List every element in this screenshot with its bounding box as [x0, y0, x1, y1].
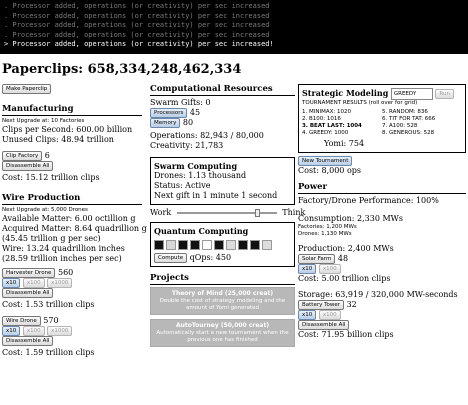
battery-x10-button[interactable]: x10: [298, 310, 316, 320]
wire-next-upgrade: Next Upgrade at: 5,000 Drones: [2, 207, 88, 213]
available-matter: Available Matter: 6.00 octillion g: [2, 214, 136, 223]
right-column: [298, 84, 466, 340]
quantum-chip: [154, 240, 164, 250]
result-entry: 1. MINIMAX: 1020: [302, 109, 351, 115]
console-line: . Processor added, operations (or creativity) per sec increased: [4, 11, 270, 20]
tournament-results: [302, 109, 462, 137]
wire-drone-cost: Cost: 1.59 trillion clips: [2, 348, 95, 357]
strategic-heading: Strategic Modeling: [302, 88, 389, 98]
swarm-gifts: Swarm Gifts: 0: [150, 98, 211, 107]
memory-count: 80: [182, 118, 194, 127]
quantum-computing-panel: [150, 222, 295, 267]
result-entry: 2. B100: 1016: [302, 116, 341, 122]
harvester-cost: Cost: 1.53 trillion clips: [2, 300, 95, 309]
clip-factory-cost: Cost: 15.12 trillion clips: [2, 173, 100, 182]
processors-count: 45: [189, 108, 201, 117]
quantum-chip: [262, 240, 272, 250]
console-log: [0, 0, 468, 54]
power-consumption: Consumption: 2,330 MWs: [298, 214, 403, 223]
wire-drone-disassemble-button[interactable]: Disassemble All: [2, 336, 53, 346]
result-entry: 7. A100: 528: [382, 123, 418, 129]
result-entry: 5. RANDOM: 836: [382, 109, 428, 115]
battery-tower-cost: Cost: 71.95 billion clips: [298, 330, 394, 339]
clips-per-second: Clips per Second: 600.00 billion: [2, 125, 133, 134]
console-line-latest: > Processor added, operations (or creativity) per sec increased!: [4, 40, 274, 48]
power-heading: Power: [298, 182, 466, 194]
project-title: Theory of Mind (25,000 creat): [171, 290, 274, 297]
harvester-x100-button[interactable]: x100: [23, 278, 45, 288]
middle-column: [150, 84, 306, 351]
slider-thumb[interactable]: [255, 209, 260, 217]
think-label: Think: [282, 208, 306, 217]
quantum-chip: [178, 240, 188, 250]
result-entry: 8. GENEROUS: 528: [382, 130, 435, 136]
swarm-status: Status: Active: [154, 181, 211, 190]
harvester-x1000-button[interactable]: x1000: [47, 278, 72, 288]
computational-heading: Computational Resources: [150, 84, 295, 96]
harvester-disassemble-button[interactable]: Disassemble All: [2, 288, 53, 298]
quantum-chips: [154, 240, 291, 250]
battery-tower-button[interactable]: Battery Tower: [298, 300, 344, 310]
result-entry: 6. TIT FOR TAT: 666: [382, 116, 436, 122]
quantum-chip: [226, 240, 236, 250]
creativity: Creativity: 21,783: [150, 141, 224, 150]
quantum-chip: [250, 240, 260, 250]
wire-production-heading: Wire Production: [2, 193, 142, 205]
power-production: Production: 2,400 MWs: [298, 244, 394, 253]
wire-amount: Wire: 13.24 quadrillion inches: [2, 244, 125, 253]
swarm-heading: Swarm Computing: [154, 161, 238, 171]
console-line: . Processor added, operations (or creativity) per sec increased: [4, 2, 270, 10]
project-autotourney[interactable]: [150, 319, 295, 347]
clip-count-title: Paperclips: 658,334,248,462,334: [2, 62, 242, 77]
manufacturing-heading: Manufacturing: [2, 104, 142, 116]
strategic-modeling-panel: [298, 84, 466, 153]
qops: qOps: 450: [189, 253, 232, 262]
quantum-chip: [202, 240, 212, 250]
project-description: Double the cost of strategy modeling and the amount of Yomi generated: [159, 298, 286, 311]
solar-x10-button[interactable]: x10: [298, 264, 316, 274]
yomi: Yomi: 754: [324, 139, 365, 148]
wire-drone-x100-button[interactable]: x100: [23, 326, 45, 336]
acquired-rate: (45.45 trillion g per sec): [2, 234, 101, 243]
operations: Operations: 82,943 / 80,000: [150, 131, 264, 140]
new-tournament-button[interactable]: New Tournament: [298, 156, 352, 166]
project-title: AutoTourney (50,000 creat): [175, 322, 270, 329]
consumption-drones: Drones: 1,130 MWs: [298, 231, 352, 237]
projects-heading: Projects: [150, 273, 295, 285]
acquired-matter: Acquired Matter: 8.64 quadrillion g: [2, 224, 147, 233]
battery-disassemble-button[interactable]: Disassemble All: [298, 320, 349, 330]
console-line: . Processor added, operations (or creativity) per sec increased: [4, 30, 270, 39]
console-line: . Processor added, operations (or creativity) per sec increased: [4, 21, 270, 29]
memory-button[interactable]: Memory: [150, 118, 180, 128]
solar-farm-cost: Cost: 5.00 trillion clips: [298, 274, 391, 283]
result-entry: 4. GREEDY: 1000: [302, 130, 349, 136]
battery-x100-button[interactable]: x100: [319, 310, 341, 320]
wire-drone-button[interactable]: Wire Drone: [2, 316, 41, 326]
tournament-cost: Cost: 8,000 ops: [298, 166, 361, 175]
left-column: [2, 84, 147, 358]
harvester-drone-button[interactable]: Harvester Drone: [2, 268, 55, 278]
swarm-computing-panel: [150, 157, 295, 205]
factory-drone-performance: Factory/Drone Performance: 100%: [298, 196, 439, 205]
quantum-chip: [238, 240, 248, 250]
harvester-x10-button[interactable]: x10: [2, 278, 20, 288]
clip-factory-count: 6: [44, 151, 50, 160]
unused-clips: Unused Clips: 48.94 trillion: [2, 135, 114, 144]
solar-farm-count: 48: [337, 254, 349, 263]
battery-tower-count: 32: [346, 300, 357, 309]
power-storage: Storage: 63,919 / 320,000 MW-seconds: [298, 290, 458, 299]
solar-x100-button[interactable]: x100: [319, 264, 341, 274]
project-description: Automatically start a new tournament when the previous one has finished: [156, 330, 289, 343]
quantum-heading: Quantum Computing: [154, 226, 249, 236]
run-button[interactable]: Run: [435, 89, 454, 99]
result-entry: 3. BEAT LAST: 1004: [302, 123, 362, 129]
wire-drone-count: 570: [43, 316, 59, 325]
quantum-chip: [214, 240, 224, 250]
clip-factory-button[interactable]: Clip Factory: [2, 151, 42, 161]
compute-button[interactable]: Compute: [154, 253, 187, 263]
strategy-select[interactable]: GREEDY: [391, 88, 433, 100]
quantum-chip: [190, 240, 200, 250]
factory-disassemble-button[interactable]: Disassemble All: [2, 161, 53, 171]
harvester-count: 560: [57, 268, 74, 277]
manufacturing-next-upgrade: Next Upgrade at: 10 Factories: [2, 118, 85, 124]
project-theory-of-mind[interactable]: [150, 287, 295, 315]
work-label: Work: [150, 208, 172, 217]
swarm-next-gift: Next gift in 1 minute 1 second: [154, 191, 278, 200]
processors-button[interactable]: Processors: [150, 108, 187, 118]
swarm-drones: Drones: 1.13 thousand: [154, 171, 247, 180]
tournament-results-header: TOURNAMENT RESULTS (roll over for grid): [302, 100, 418, 106]
work-think-slider[interactable]: [177, 209, 277, 217]
wire-drone-x1000-button[interactable]: x1000: [47, 326, 72, 336]
quantum-chip: [166, 240, 176, 250]
solar-farm-button[interactable]: Solar Farm: [298, 254, 335, 264]
wire-rate: (28.59 trillion inches per sec): [2, 254, 122, 263]
wire-drone-x10-button[interactable]: x10: [2, 326, 20, 336]
make-paperclip-button[interactable]: Make Paperclip: [2, 84, 51, 94]
consumption-factories: Factories: 1,200 MWs: [298, 224, 357, 230]
